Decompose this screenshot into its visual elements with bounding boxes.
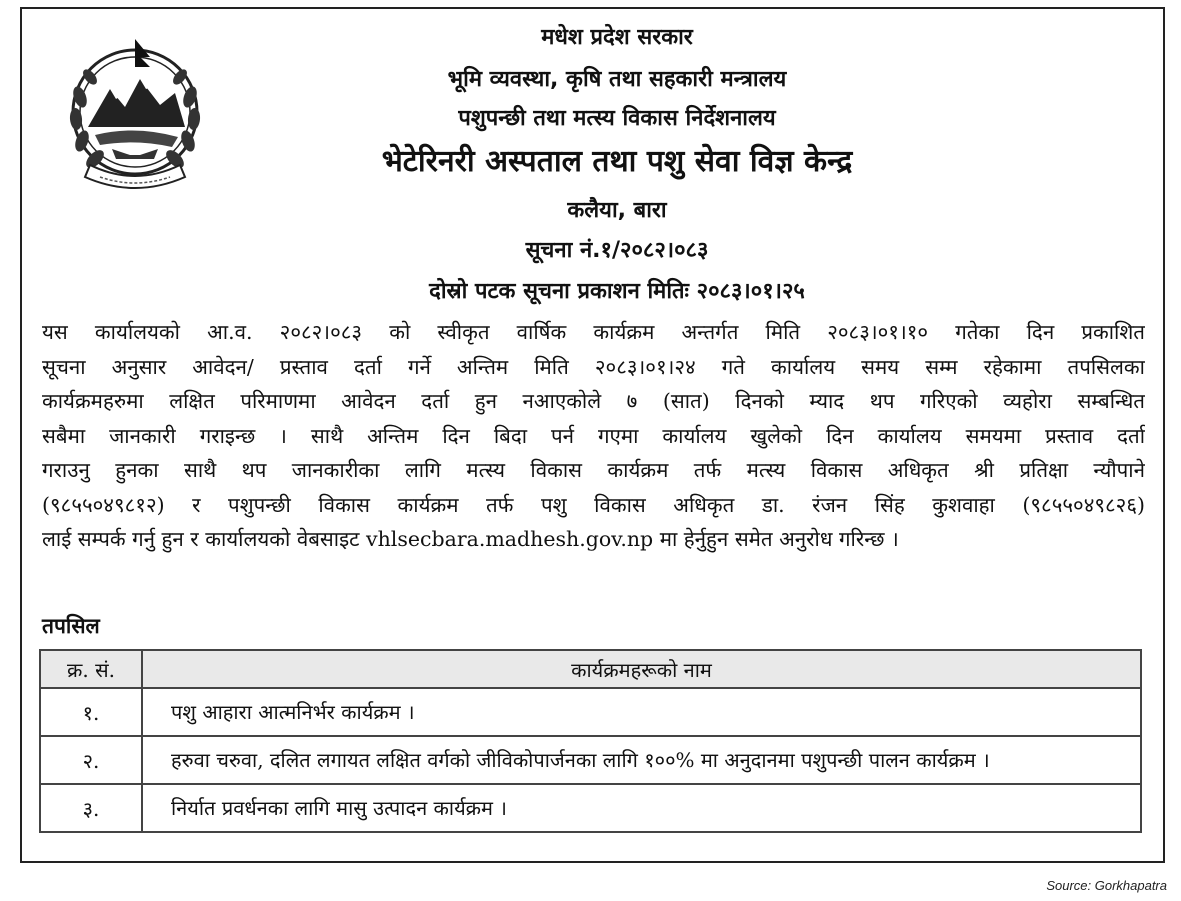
- ministry-title: भूमि व्यवस्था, कृषि तथा सहकारी मन्त्रालय: [447, 67, 787, 92]
- program-table: [39, 649, 1142, 833]
- row-program-name: निर्यात प्रवर्धनका लागि मासु उत्पादन कार्यक्रम ।: [142, 784, 1141, 832]
- office-location: कलैया, बारा: [567, 198, 667, 223]
- notice-number: सूचना नं.१/२०८२।०८३: [525, 238, 709, 263]
- province-government-title: मधेश प्रदेश सरकार: [541, 25, 693, 50]
- body-line: सबैमा जानकारी गराइन्छ । साथै अन्तिम दिन बिदा पर्न गएमा कार्यालय खुलेको दिन कार्यालय समयमा प्रस्ताव दर्ता: [42, 423, 1145, 448]
- notice-frame: [20, 7, 1165, 863]
- source-credit: Source: Gorkhapatra: [1046, 878, 1167, 893]
- row-serial: २.: [40, 736, 142, 784]
- directorate-title: पशुपन्छी तथा मत्स्य विकास निर्देशनालय: [458, 106, 776, 131]
- table-row: [40, 688, 1141, 736]
- row-serial: १.: [40, 688, 142, 736]
- table-row: [40, 736, 1141, 784]
- table-header-row: [40, 650, 1141, 688]
- row-program-name: हरुवा चरुवा, दलित लगायत लक्षित वर्गको जीविकोपार्जनका लागि १००% मा अनुदानमा पशुपन्छी पालन कार्यक्रम ।: [142, 736, 1141, 784]
- body-line: यस कार्यालयको आ.व. २०८२।०८३ को स्वीकृत वार्षिक कार्यक्रम अन्तर्गत मिति २०८३।०१।१० गतेका दिन प्रकाशित: [42, 320, 1145, 344]
- office-title: भेटेरिनरी अस्पताल तथा पशु सेवा विज्ञ केन्द्र: [381, 144, 853, 179]
- notice-body: [42, 315, 1145, 557]
- body-line: (९८५५०४९८१२) र पशुपन्छी विकास कार्यक्रम तर्फ पशु विकास अधिकृत डा. रंजन सिंह कुशवाहा (९८५५०४९८२६): [42, 492, 1145, 517]
- body-line: लाई सम्पर्क गर्नु हुन र कार्यालयको वेबसाइट vhlsecbara.madhesh.gov.np मा हेर्नुहुन समेत अनुरोध गरिन्छ ।: [42, 527, 899, 551]
- nepal-government-emblem-icon: [50, 27, 220, 197]
- program-name-column-header: कार्यक्रमहरूको नाम: [142, 650, 1141, 688]
- body-line: सूचना अनुसार आवेदन/ प्रस्ताव दर्ता गर्ने अन्तिम मिति २०८३।०१।२४ गते कार्यालय समय सम्म रहेकामा तपसिलका: [42, 354, 1145, 379]
- serial-column-header: क्र. सं.: [40, 650, 142, 688]
- tapasil-heading: तपसिल: [42, 614, 100, 638]
- table-row: [40, 784, 1141, 832]
- row-program-name: पशु आहारा आत्मनिर्भर कार्यक्रम ।: [142, 688, 1141, 736]
- row-serial: ३.: [40, 784, 142, 832]
- publish-date: दोस्रो पटक सूचना प्रकाशन मितिः २०८३।०१।२५: [429, 279, 805, 304]
- body-line: कार्यक्रमहरुमा लक्षित परिमाणमा आवेदन दर्ता हुन नआएकोले ७ (सात) दिनको म्याद थप गरिएको व्यहोरा सम्बन्धित: [42, 389, 1145, 413]
- body-line: गराउनु हुनका साथै थप जानकारीका लागि मत्स्य विकास कार्यक्रम तर्फ मत्स्य विकास अधिकृत श्री प्रतिक्षा न्यौपाने: [42, 458, 1145, 482]
